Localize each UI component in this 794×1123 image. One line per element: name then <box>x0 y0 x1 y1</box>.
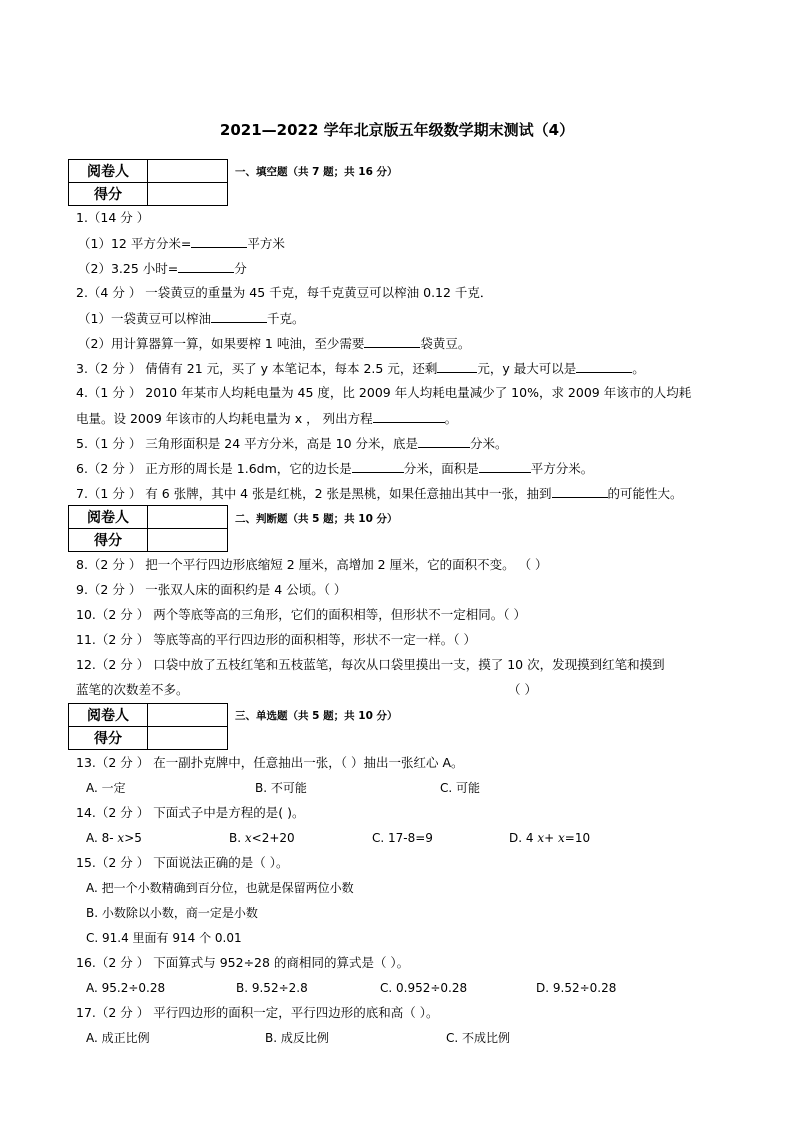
q14-option-d[interactable] <box>509 830 590 846</box>
q1-b-suffix: 分 <box>234 261 247 276</box>
answer-blank[interactable] <box>418 435 470 448</box>
q12-answer-paren[interactable]: （ ） <box>508 682 537 697</box>
q8: 8.（2 分 ） 把一个平行四边形底缩短 2 厘米，高增加 2 厘米，它的面积不变。 （ ） <box>76 557 548 572</box>
q1-head: 1.（14 分 ） <box>76 210 150 225</box>
q12-line2: 蓝笔的次数差不多。 <box>76 682 189 697</box>
variable-x: x <box>244 831 252 845</box>
q3-suffix: 。 <box>632 361 645 376</box>
reviewer-label: 阅卷人 <box>69 160 148 183</box>
q12-line1: 12.（2 分 ） 口袋中放了五枝红笔和五枝蓝笔，每次从口袋里摸出一支，摸了 10 次，发现摸到红笔和摸到 <box>76 657 665 672</box>
q2-a-suffix: 千克。 <box>266 311 305 326</box>
q15-option-b[interactable]: B. 小数除以小数，商一定是小数 <box>86 906 258 920</box>
q1-a-prefix: （1）12 平方分米= <box>78 236 192 251</box>
q13-option-a[interactable]: A. 一定 <box>86 781 126 795</box>
reviewer-cell[interactable] <box>148 506 228 529</box>
answer-blank[interactable] <box>352 460 404 473</box>
answer-blank[interactable] <box>479 460 531 473</box>
q14-option-a[interactable] <box>86 830 142 846</box>
answer-blank[interactable] <box>191 235 247 248</box>
reviewer-label: 阅卷人 <box>69 506 148 529</box>
variable-x: x <box>537 831 545 845</box>
q6-middle: 分米，面积是 <box>403 461 479 476</box>
q9: 9.（2 分 ） 一张双人床的面积约是 4 公顷。（ ） <box>76 582 347 597</box>
answer-blank[interactable] <box>373 410 445 423</box>
q15-option-c[interactable]: C. 91.4 里面有 914 个 0.01 <box>86 931 242 945</box>
answer-blank[interactable] <box>576 360 632 373</box>
section-choice-heading: 三、单选题（共 5 题；共 10 分） <box>235 710 398 722</box>
q13-option-c[interactable]: C. 可能 <box>440 781 481 795</box>
reviewer-label: 阅卷人 <box>69 704 148 727</box>
q17-option-a[interactable]: A. 成正比例 <box>86 1031 150 1045</box>
q6-prefix: 6.（2 分 ） 正方形的周长是 1.6dm，它的边长是 <box>76 461 352 476</box>
q14-b-prefix: B. <box>229 831 245 845</box>
answer-blank[interactable] <box>364 335 420 348</box>
q7-suffix: 的可能性大。 <box>607 486 683 501</box>
q3-middle: 元，y 最大可以是 <box>477 361 577 376</box>
q13-option-b[interactable]: B. 不可能 <box>255 781 307 795</box>
q3-prefix: 3.（2 分 ） 倩倩有 21 元，买了 y 本笔记本，每本 2.5 元，还剩 <box>76 361 438 376</box>
q4-line1: 4.（1 分 ） 2010 年某市人均耗电量为 45 度，比 2009 年人均耗电量减少了 10%，求 2009 年该市的人均耗 <box>76 385 692 400</box>
reviewer-cell[interactable] <box>148 704 228 727</box>
q17-option-c[interactable]: C. 不成比例 <box>446 1031 511 1045</box>
score-table-3 <box>68 703 228 750</box>
q2-a-prefix: （1）一袋黄豆可以榨油 <box>78 311 211 326</box>
q6-suffix: 平方分米。 <box>530 461 594 476</box>
q7 <box>76 485 683 502</box>
score-table-2 <box>68 505 228 552</box>
score-label: 得分 <box>69 183 148 206</box>
q14-a-prefix: A. 8- <box>86 831 118 845</box>
variable-x: x <box>117 831 125 845</box>
q7-prefix: 7.（1 分 ） 有 6 张牌，其中 4 张是红桃，2 张是黑桃，如果任意抽出其中一张，抽到 <box>76 486 552 501</box>
q4-line2-suffix: 。 <box>444 411 458 426</box>
score-cell[interactable] <box>148 183 228 206</box>
answer-blank[interactable] <box>437 360 477 373</box>
q1-a <box>78 235 285 252</box>
q10: 10.（2 分 ） 两个等底等高的三角形，它们的面积相等，但形状不一定相同。（ ） <box>76 607 526 622</box>
answer-blank[interactable] <box>552 485 608 498</box>
q14-d-suffix: =10 <box>564 831 591 845</box>
score-table-1 <box>68 159 228 206</box>
q1-a-suffix: 平方米 <box>247 236 285 251</box>
score-cell[interactable] <box>148 727 228 750</box>
score-label: 得分 <box>69 529 148 552</box>
variable-x: x <box>557 831 565 845</box>
q14-d-prefix: D. 4 <box>509 831 538 845</box>
q1-b-prefix: （2）3.25 小时= <box>78 261 179 276</box>
q14-a-suffix: >5 <box>124 831 142 845</box>
q16-stem: 16.（2 分 ） 下面算式与 952÷28 的商相同的算式是（ ）。 <box>76 955 410 970</box>
score-cell[interactable] <box>148 529 228 552</box>
answer-blank[interactable] <box>211 310 267 323</box>
q14-d-middle: + <box>544 831 558 845</box>
q14-option-b[interactable] <box>229 830 295 846</box>
q15-option-a[interactable]: A. 把一个小数精确到百分位，也就是保留两位小数 <box>86 881 354 895</box>
q6 <box>76 460 593 477</box>
q16-option-b[interactable]: B. 9.52÷2.8 <box>236 981 308 995</box>
page-title: 2021—2022 学年北京版五年级数学期末测试（4） <box>219 121 575 139</box>
q2-b-suffix: 袋黄豆。 <box>420 336 471 351</box>
q1-b <box>78 260 247 277</box>
section-judge-heading: 二、判断题（共 5 题；共 10 分） <box>235 513 398 525</box>
q2-head: 2.（4 分 ） 一袋黄豆的重量为 45 千克，每千克黄豆可以榨油 0.12 千克． <box>76 285 493 300</box>
q14-b-suffix: <2+20 <box>251 831 295 845</box>
q17-option-b[interactable]: B. 成反比例 <box>265 1031 329 1045</box>
q3 <box>76 360 645 377</box>
q16-option-a[interactable]: A. 95.2÷0.28 <box>86 981 166 995</box>
q16-option-d[interactable]: D. 9.52÷0.28 <box>536 981 617 995</box>
q11: 11.（2 分 ） 等底等高的平行四边形的面积相等，形状不一定一样。（ ） <box>76 632 476 647</box>
q5-prefix: 5.（1 分 ） 三角形面积是 24 平方分米，高是 10 分米，底是 <box>76 436 419 451</box>
q5-suffix: 分米。 <box>470 436 508 451</box>
q17-stem: 17.（2 分 ） 平行四边形的面积一定，平行四边形的底和高（ ）。 <box>76 1005 439 1020</box>
section-fill-heading: 一、填空题（共 7 题；共 16 分） <box>235 166 398 178</box>
q4-line2 <box>76 410 457 427</box>
q5 <box>76 435 508 452</box>
score-label: 得分 <box>69 727 148 750</box>
reviewer-cell[interactable] <box>148 160 228 183</box>
q2-a <box>78 310 304 327</box>
q4-line2-prefix: 电量。设 2009 年该市的人均耗电量为 x ， 列出方程 <box>76 411 373 426</box>
q2-b-prefix: （2）用计算器算一算，如果要榨 1 吨油，至少需要 <box>78 336 365 351</box>
q16-option-c[interactable]: C. 0.952÷0.28 <box>380 981 468 995</box>
q14-option-c[interactable]: C. 17-8=9 <box>372 831 433 845</box>
q13-stem: 13.（2 分 ） 在一副扑克牌中，任意抽出一张，（ ）抽出一张红心 A。 <box>76 755 464 770</box>
q14-stem: 14.（2 分 ） 下面式子中是方程的是( )。 <box>76 805 305 820</box>
q2-b <box>78 335 470 352</box>
q15-stem: 15.（2 分 ） 下面说法正确的是（ ）。 <box>76 855 289 870</box>
answer-blank[interactable] <box>178 260 234 273</box>
